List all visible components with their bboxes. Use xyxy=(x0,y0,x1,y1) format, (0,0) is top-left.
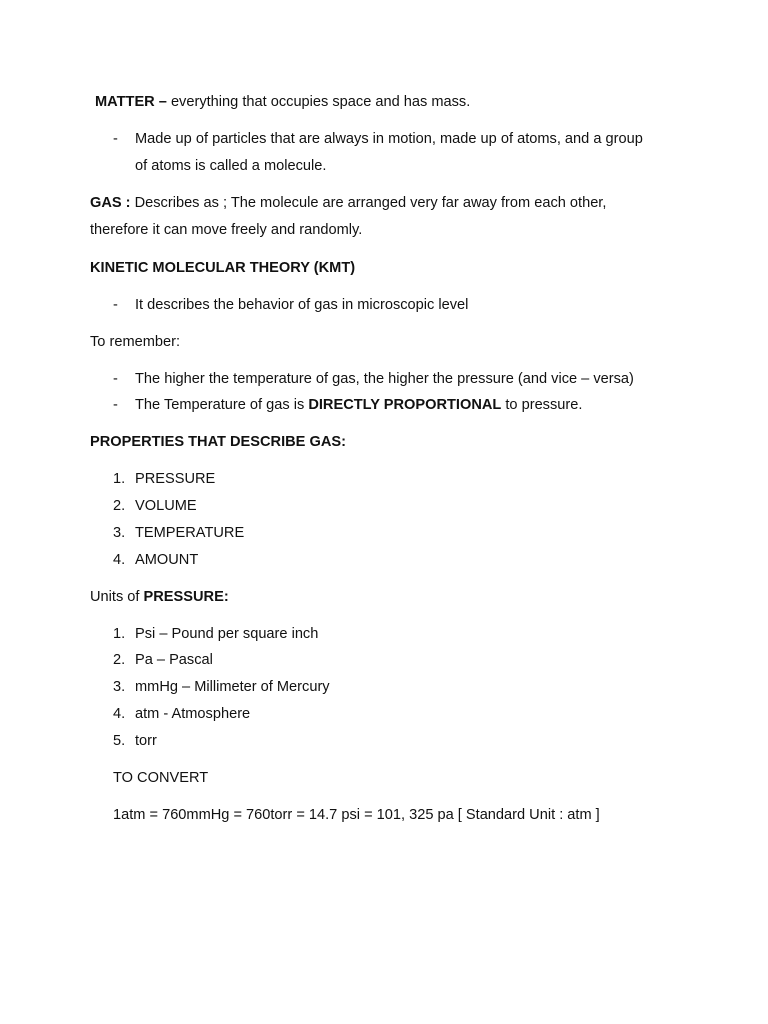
bullet-dash: - xyxy=(113,397,118,413)
remember-bullet2-post: to pressure. xyxy=(501,397,583,413)
units-label-pre: Units of xyxy=(90,589,144,605)
units-label-bold: PRESSURE: xyxy=(143,589,229,605)
list-number: 3. xyxy=(113,525,126,541)
list-number: 4. xyxy=(113,706,126,722)
kmt-heading: KINETIC MOLECULAR THEORY (KMT) xyxy=(90,260,356,276)
list-item: VOLUME xyxy=(135,498,197,514)
list-number: 3. xyxy=(113,679,126,695)
matter-definition-text: everything that occupies space and has mass. xyxy=(166,94,471,110)
list-item: Pa – Pascal xyxy=(135,652,213,668)
properties-heading: PROPERTIES THAT DESCRIBE GAS: xyxy=(90,434,346,450)
list-number: 2. xyxy=(113,652,126,668)
list-item: atm - Atmosphere xyxy=(135,706,251,722)
remember-label: To remember: xyxy=(90,334,181,350)
gas-line2: therefore it can move freely and randomly. xyxy=(90,222,363,238)
bullet-dash: - xyxy=(113,371,118,387)
convert-heading: TO CONVERT xyxy=(113,770,209,786)
remember-bullet2 xyxy=(135,396,582,414)
list-item: torr xyxy=(135,733,157,749)
list-item: AMOUNT xyxy=(135,552,199,568)
gas-line1: Describes as ; The molecule are arranged very far away from each other, xyxy=(130,195,607,211)
list-number: 5. xyxy=(113,733,126,749)
list-number: 2. xyxy=(113,498,126,514)
convert-formula: 1atm = 760mmHg = 760torr = 14.7 psi = 101, 325 pa [ Standard Unit : atm ] xyxy=(113,807,600,823)
list-number: 1. xyxy=(113,471,126,487)
remember-bullet1: The higher the temperature of gas, the higher the pressure (and vice – versa) xyxy=(135,371,634,387)
matter-term: MATTER – xyxy=(95,94,167,110)
matter-definition xyxy=(95,93,470,111)
matter-bullet-line2: of atoms is called a molecule. xyxy=(135,158,327,174)
list-number: 1. xyxy=(113,626,126,642)
remember-bullet2-pre: The Temperature of gas is xyxy=(135,397,309,413)
bullet-dash: - xyxy=(113,131,118,147)
remember-bullet2-bold: DIRECTLY PROPORTIONAL xyxy=(308,397,502,413)
list-number: 4. xyxy=(113,552,126,568)
units-label xyxy=(90,588,229,606)
matter-bullet-line1: Made up of particles that are always in motion, made up of atoms, and a group xyxy=(135,131,643,147)
kmt-bullet: It describes the behavior of gas in microscopic level xyxy=(135,297,469,313)
gas-definition xyxy=(90,194,606,212)
list-item: PRESSURE xyxy=(135,471,216,487)
list-item: Psi – Pound per square inch xyxy=(135,626,319,642)
list-item: mmHg – Millimeter of Mercury xyxy=(135,679,330,695)
list-item: TEMPERATURE xyxy=(135,525,245,541)
gas-term: GAS : xyxy=(90,195,131,211)
bullet-dash: - xyxy=(113,297,118,313)
